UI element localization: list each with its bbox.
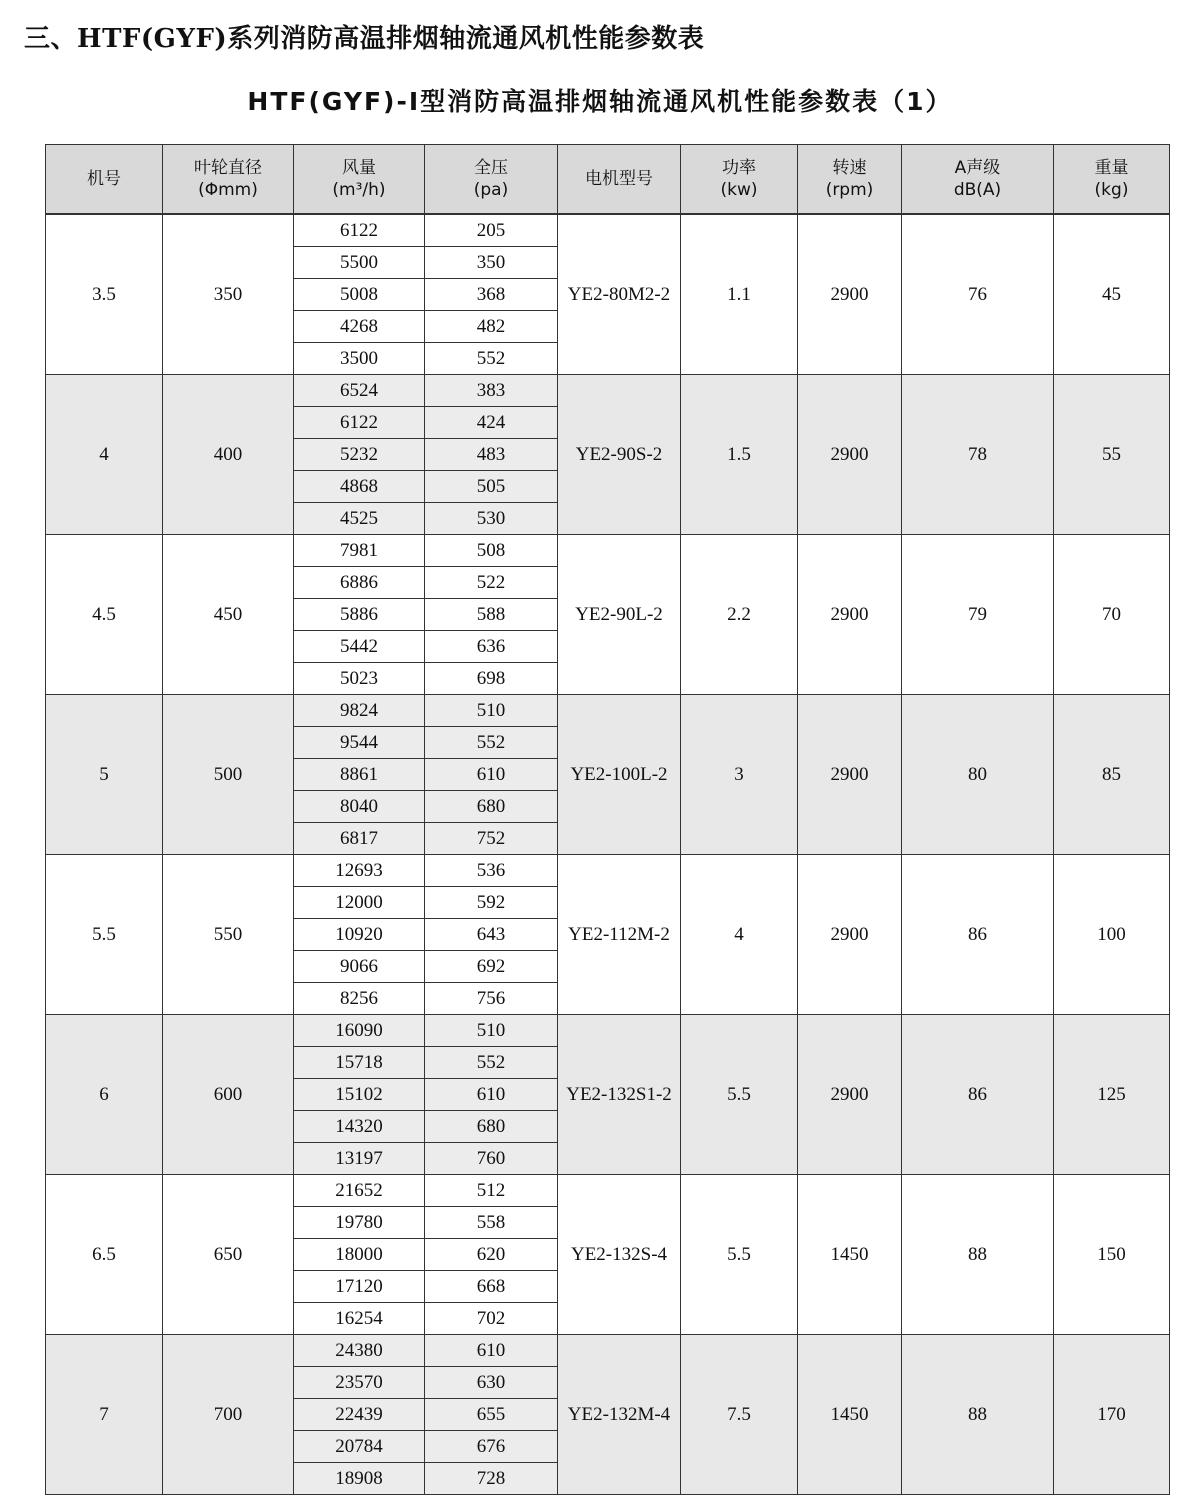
air-volume-cell: 6122 — [294, 407, 425, 439]
total-pressure-cell: 552 — [425, 343, 558, 375]
total-pressure-cell: 383 — [425, 375, 558, 407]
table-row — [46, 375, 1170, 407]
speed-cell: 2900 — [798, 214, 902, 375]
power-cell: 4 — [681, 855, 798, 1015]
sound-level-cell: 88 — [902, 1175, 1054, 1335]
total-pressure-cell: 756 — [425, 983, 558, 1015]
motor-model-cell: YE2-132S-4 — [558, 1175, 681, 1335]
total-pressure-cell: 728 — [425, 1463, 558, 1495]
power-cell: 5.5 — [681, 1015, 798, 1175]
air-volume-cell: 5886 — [294, 599, 425, 631]
fan-number-cell: 4.5 — [46, 535, 163, 695]
air-volume-cell: 17120 — [294, 1271, 425, 1303]
table-title: HTF(GYF)-Ⅰ型消防高温排烟轴流通风机性能参数表（1） — [247, 87, 953, 116]
table-row — [46, 695, 1170, 727]
header-cell: 功率 (kw) — [681, 145, 798, 215]
air-volume-cell: 16090 — [294, 1015, 425, 1047]
power-cell: 1.5 — [681, 375, 798, 535]
air-volume-cell: 8256 — [294, 983, 425, 1015]
air-volume-cell: 6817 — [294, 823, 425, 855]
air-volume-cell: 15102 — [294, 1079, 425, 1111]
air-volume-cell: 22439 — [294, 1399, 425, 1431]
total-pressure-cell: 588 — [425, 599, 558, 631]
air-volume-cell: 4268 — [294, 311, 425, 343]
total-pressure-cell: 698 — [425, 663, 558, 695]
fan-number-cell: 6 — [46, 1015, 163, 1175]
total-pressure-cell: 482 — [425, 311, 558, 343]
motor-model-cell: YE2-80M2-2 — [558, 214, 681, 375]
power-cell: 1.1 — [681, 214, 798, 375]
fan-number-cell: 4 — [46, 375, 163, 535]
air-volume-cell: 5500 — [294, 247, 425, 279]
air-volume-cell: 3500 — [294, 343, 425, 375]
header-cell: 全压 (pa) — [425, 145, 558, 215]
air-volume-cell: 15718 — [294, 1047, 425, 1079]
total-pressure-cell: 610 — [425, 759, 558, 791]
motor-model-cell: YE2-90L-2 — [558, 535, 681, 695]
total-pressure-cell: 676 — [425, 1431, 558, 1463]
total-pressure-cell: 552 — [425, 1047, 558, 1079]
air-volume-cell: 5008 — [294, 279, 425, 311]
performance-table — [45, 144, 1170, 1495]
impeller-diameter-cell: 350 — [163, 214, 294, 375]
air-volume-cell: 23570 — [294, 1367, 425, 1399]
total-pressure-cell: 620 — [425, 1239, 558, 1271]
total-pressure-cell: 643 — [425, 919, 558, 951]
motor-model-cell: YE2-132M-4 — [558, 1335, 681, 1495]
speed-cell: 1450 — [798, 1335, 902, 1495]
weight-cell: 100 — [1054, 855, 1170, 1015]
air-volume-cell: 4525 — [294, 503, 425, 535]
header-cell: 电机型号 — [558, 145, 681, 215]
air-volume-cell: 13197 — [294, 1143, 425, 1175]
total-pressure-cell: 483 — [425, 439, 558, 471]
power-cell: 3 — [681, 695, 798, 855]
fan-number-cell: 6.5 — [46, 1175, 163, 1335]
table-row — [46, 1175, 1170, 1207]
speed-cell: 2900 — [798, 535, 902, 695]
impeller-diameter-cell: 500 — [163, 695, 294, 855]
motor-model-cell: YE2-100L-2 — [558, 695, 681, 855]
total-pressure-cell: 510 — [425, 1015, 558, 1047]
total-pressure-cell: 536 — [425, 855, 558, 887]
header-row — [46, 145, 1170, 215]
total-pressure-cell: 592 — [425, 887, 558, 919]
fan-number-cell: 7 — [46, 1335, 163, 1495]
table-row — [46, 1015, 1170, 1047]
speed-cell: 1450 — [798, 1175, 902, 1335]
weight-cell: 55 — [1054, 375, 1170, 535]
sound-level-cell: 88 — [902, 1335, 1054, 1495]
total-pressure-cell: 508 — [425, 535, 558, 567]
table-row — [46, 855, 1170, 887]
total-pressure-cell: 505 — [425, 471, 558, 503]
total-pressure-cell: 522 — [425, 567, 558, 599]
air-volume-cell: 9824 — [294, 695, 425, 727]
air-volume-cell: 7981 — [294, 535, 425, 567]
speed-cell: 2900 — [798, 695, 902, 855]
table-row — [46, 535, 1170, 567]
section-title: 三、HTF(GYF)系列消防高温排烟轴流通风机性能参数表 — [24, 24, 705, 54]
impeller-diameter-cell: 600 — [163, 1015, 294, 1175]
total-pressure-cell: 350 — [425, 247, 558, 279]
power-cell: 7.5 — [681, 1335, 798, 1495]
total-pressure-cell: 368 — [425, 279, 558, 311]
speed-cell: 2900 — [798, 375, 902, 535]
sound-level-cell: 80 — [902, 695, 1054, 855]
header-cell: 风量 (m³/h) — [294, 145, 425, 215]
total-pressure-cell: 636 — [425, 631, 558, 663]
total-pressure-cell: 692 — [425, 951, 558, 983]
total-pressure-cell: 205 — [425, 214, 558, 247]
total-pressure-cell: 530 — [425, 503, 558, 535]
air-volume-cell: 16254 — [294, 1303, 425, 1335]
total-pressure-cell: 752 — [425, 823, 558, 855]
header-cell: 转速 (rpm) — [798, 145, 902, 215]
air-volume-cell: 14320 — [294, 1111, 425, 1143]
total-pressure-cell: 655 — [425, 1399, 558, 1431]
air-volume-cell: 6886 — [294, 567, 425, 599]
air-volume-cell: 12693 — [294, 855, 425, 887]
motor-model-cell: YE2-112M-2 — [558, 855, 681, 1015]
power-cell: 5.5 — [681, 1175, 798, 1335]
header-cell: 叶轮直径 (Φmm) — [163, 145, 294, 215]
total-pressure-cell: 558 — [425, 1207, 558, 1239]
header-cell: 重量 (kg) — [1054, 145, 1170, 215]
sound-level-cell: 76 — [902, 214, 1054, 375]
air-volume-cell: 8040 — [294, 791, 425, 823]
motor-model-cell: YE2-90S-2 — [558, 375, 681, 535]
total-pressure-cell: 702 — [425, 1303, 558, 1335]
motor-model-cell: YE2-132S1-2 — [558, 1015, 681, 1175]
speed-cell: 2900 — [798, 1015, 902, 1175]
total-pressure-cell: 680 — [425, 791, 558, 823]
sound-level-cell: 86 — [902, 1015, 1054, 1175]
weight-cell: 125 — [1054, 1015, 1170, 1175]
total-pressure-cell: 610 — [425, 1335, 558, 1367]
sound-level-cell: 79 — [902, 535, 1054, 695]
total-pressure-cell: 610 — [425, 1079, 558, 1111]
air-volume-cell: 18000 — [294, 1239, 425, 1271]
impeller-diameter-cell: 400 — [163, 375, 294, 535]
weight-cell: 70 — [1054, 535, 1170, 695]
total-pressure-cell: 630 — [425, 1367, 558, 1399]
weight-cell: 45 — [1054, 214, 1170, 375]
air-volume-cell: 12000 — [294, 887, 425, 919]
weight-cell: 170 — [1054, 1335, 1170, 1495]
air-volume-cell: 9066 — [294, 951, 425, 983]
air-volume-cell: 24380 — [294, 1335, 425, 1367]
table-row — [46, 214, 1170, 247]
air-volume-cell: 19780 — [294, 1207, 425, 1239]
total-pressure-cell: 668 — [425, 1271, 558, 1303]
weight-cell: 150 — [1054, 1175, 1170, 1335]
impeller-diameter-cell: 550 — [163, 855, 294, 1015]
air-volume-cell: 21652 — [294, 1175, 425, 1207]
table-body — [46, 214, 1170, 1495]
header-cell: A声级 dB(A) — [902, 145, 1054, 215]
total-pressure-cell: 510 — [425, 695, 558, 727]
total-pressure-cell: 512 — [425, 1175, 558, 1207]
impeller-diameter-cell: 700 — [163, 1335, 294, 1495]
fan-number-cell: 5.5 — [46, 855, 163, 1015]
weight-cell: 85 — [1054, 695, 1170, 855]
air-volume-cell: 5232 — [294, 439, 425, 471]
air-volume-cell: 10920 — [294, 919, 425, 951]
air-volume-cell: 5442 — [294, 631, 425, 663]
air-volume-cell: 20784 — [294, 1431, 425, 1463]
total-pressure-cell: 680 — [425, 1111, 558, 1143]
fan-number-cell: 5 — [46, 695, 163, 855]
air-volume-cell: 9544 — [294, 727, 425, 759]
air-volume-cell: 6122 — [294, 214, 425, 247]
total-pressure-cell: 552 — [425, 727, 558, 759]
total-pressure-cell: 424 — [425, 407, 558, 439]
air-volume-cell: 5023 — [294, 663, 425, 695]
total-pressure-cell: 760 — [425, 1143, 558, 1175]
air-volume-cell: 6524 — [294, 375, 425, 407]
table-row — [46, 1335, 1170, 1367]
fan-number-cell: 3.5 — [46, 214, 163, 375]
air-volume-cell: 18908 — [294, 1463, 425, 1495]
air-volume-cell: 4868 — [294, 471, 425, 503]
air-volume-cell: 8861 — [294, 759, 425, 791]
impeller-diameter-cell: 650 — [163, 1175, 294, 1335]
impeller-diameter-cell: 450 — [163, 535, 294, 695]
sound-level-cell: 86 — [902, 855, 1054, 1015]
speed-cell: 2900 — [798, 855, 902, 1015]
power-cell: 2.2 — [681, 535, 798, 695]
sound-level-cell: 78 — [902, 375, 1054, 535]
header-cell: 机号 — [46, 145, 163, 215]
